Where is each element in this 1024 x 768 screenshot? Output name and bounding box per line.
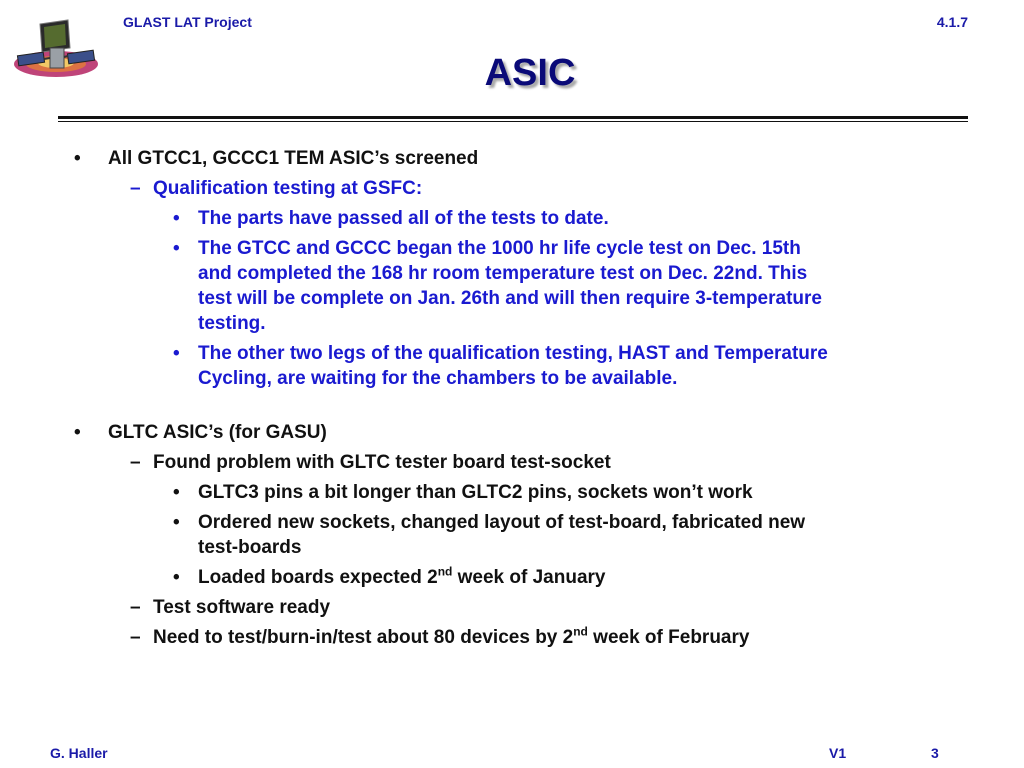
sub-sub-bullet-text: test will be complete on Jan. 26th and will then require 3-temperature xyxy=(198,288,822,309)
sub-sub-bullet-text: The parts have passed all of the tests to date. xyxy=(198,208,609,229)
bullet-marker: • xyxy=(74,422,81,443)
ordinal-suffix: nd xyxy=(437,564,453,579)
sub-bullet-text xyxy=(153,625,749,650)
text-segment: week of January xyxy=(452,567,606,588)
sub-sub-bullet-text: testing. xyxy=(198,313,266,334)
sub-sub-bullet-text: Cycling, are waiting for the chambers to be available. xyxy=(198,368,678,389)
sub-sub-bullet-marker: • xyxy=(173,343,180,364)
sub-sub-bullet-text: Ordered new sockets, changed layout of test-board, fabricated new xyxy=(198,512,806,533)
sub-bullet-text: Found problem with GLTC tester board test-socket xyxy=(153,452,611,473)
dash-marker: – xyxy=(130,597,141,618)
dash-marker: – xyxy=(130,452,141,473)
page-number: 3 xyxy=(931,745,939,761)
sub-sub-bullet-marker: • xyxy=(173,482,180,503)
footer-author: G. Haller xyxy=(50,745,108,761)
bullet-text: All GTCC1, GCCC1 TEM ASIC’s screened xyxy=(108,148,479,169)
sub-sub-bullet-text: GLTC3 pins a bit longer than GLTC2 pins, sockets won’t work xyxy=(198,482,753,503)
sub-sub-bullet-marker: • xyxy=(173,238,180,259)
sub-sub-bullet-text: test-boards xyxy=(198,537,302,558)
sub-bullet-text: Test software ready xyxy=(153,597,331,618)
footer-version: V1 xyxy=(829,745,847,761)
dash-marker: – xyxy=(130,178,141,199)
sub-sub-bullet-marker: • xyxy=(173,208,180,229)
sub-sub-bullet-text: and completed the 168 hr room temperature test on Dec. 22nd. This xyxy=(198,263,808,284)
project-name: GLAST LAT Project xyxy=(123,14,252,30)
sub-sub-bullet-text xyxy=(198,565,605,590)
sub-sub-bullet-marker: • xyxy=(173,567,180,588)
ordinal-suffix: nd xyxy=(573,624,588,639)
dash-marker: – xyxy=(130,627,141,648)
title-divider-thin xyxy=(58,121,968,122)
text-segment: Loaded boards expected 2 xyxy=(198,567,438,588)
text-segment: Need to test/burn-in/test about 80 devices by 2 xyxy=(153,627,574,648)
sub-sub-bullet-marker: • xyxy=(173,512,180,533)
text-segment: week of February xyxy=(587,627,750,648)
bullet-marker: • xyxy=(74,148,81,169)
bullet-text: GLTC ASIC’s (for GASU) xyxy=(108,422,327,443)
sub-sub-bullet-text: The GTCC and GCCC began the 1000 hr life cycle test on Dec. 15th xyxy=(198,238,801,259)
section-number: 4.1.7 xyxy=(936,14,968,30)
slide-title: ASIC xyxy=(484,52,576,94)
sub-bullet-text: Qualification testing at GSFC: xyxy=(153,178,423,199)
sub-sub-bullet-text: The other two legs of the qualification testing, HAST and Temperature xyxy=(198,343,828,364)
title-divider xyxy=(58,116,968,119)
